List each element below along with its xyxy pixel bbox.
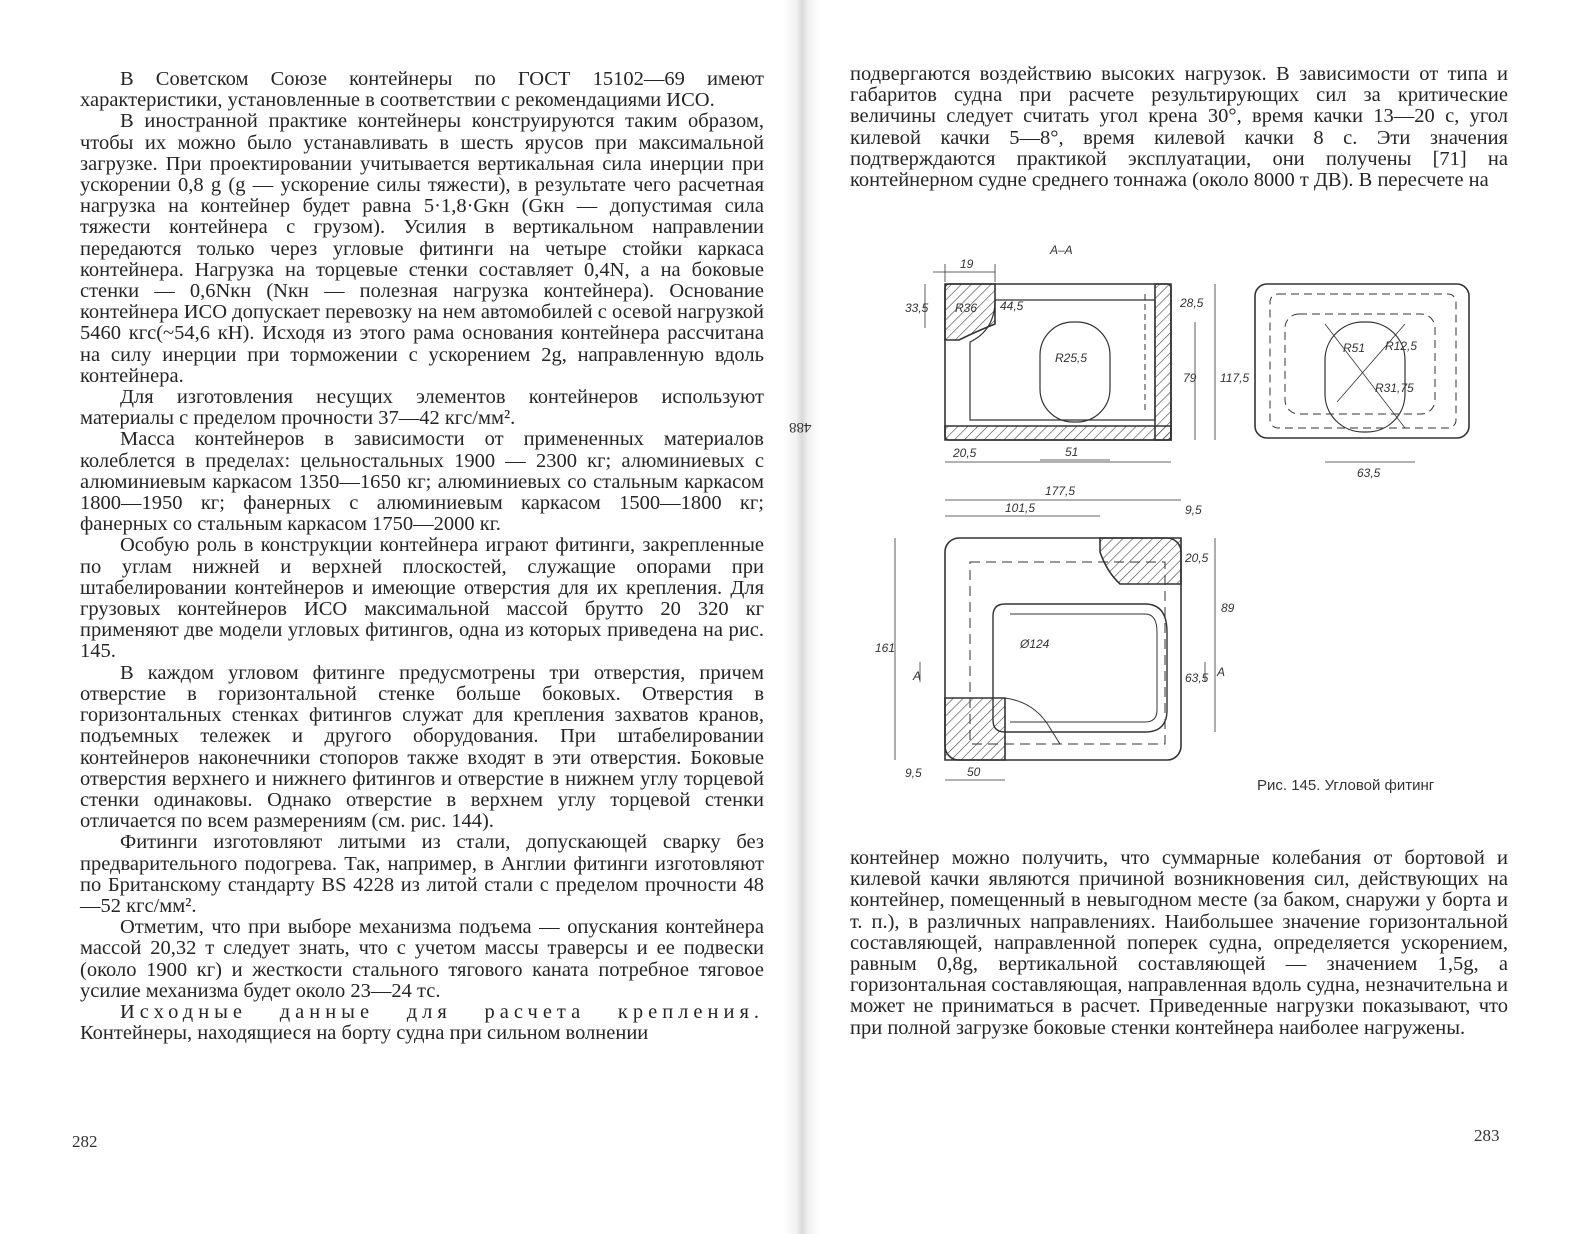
dim-label: 50 xyxy=(967,765,981,779)
paragraph: Масса контейнеров в зависимости от примененных материалов колеблется в пределах: цельностальных 1900 — 2300 кг; алюминиевых с алюминиевым каркасом 1350—1650 кг; алюминиевых со стальным каркасом 1800—1950 кг; фанерных с алюминиевым каркасом 1500—1800 кг; фанерных со стальным каркасом 1750—2000 кг. xyxy=(80,428,764,536)
paragraph: Отметим, что при выборе механизма подъема — опускания контейнера массой 20,32 т следует знать, что с учетом массы траверсы и ее подвески (около 1900 кг) и жесткости стального тягового каната потребное тяговое усилие механизма будет около 23—24 тс. xyxy=(80,916,764,1002)
paragraph: Для изготовления несущих элементов контейнеров используют материалы с пределом прочности 37—42 кгс/мм². xyxy=(80,386,764,430)
paragraph: контейнер можно получить, что суммарные колебания от бортовой и килевой качки являются причиной возникновения сил, действующих на контейнер, помещенный в невыгодном месте (за баком, снаружи у борта и т. п.), в различных направлениях. Наибольшее значение горизонтальной составляющей, направленной поперек судна, определяется ускорением, равным 0,8g, вертикальной составляющей — значением 1,5g, а горизонтальная составляющая, направленная вдоль судна, незначительна и может не приниматься в расчет. Приведенные нагрузки показывают, что при полной загрузке боковые стенки контейнера наиболее нагружены. xyxy=(850,847,1508,1039)
paragraph-last xyxy=(80,1002,764,1044)
right-page-bottom-text xyxy=(850,848,1508,1039)
paragraph: Фитинги изготовляют литыми из стали, допускающей сварку без предварительного подогрева. Так, например, в Англии фитинги изготовляют по Британскому стандарту BS 4228 из литой стали с пределом прочности 48—52 кгс/мм². xyxy=(80,831,764,917)
dim-label: Ø124 xyxy=(1020,637,1050,651)
paragraph: подвергаются воздействию высоких нагрузок. В зависимости от типа и габаритов судна при расчете результирующих сил за критические величины следует считать угол крена 30°, время качки 13—20 с, угол килевой качки 5—8°, время килевой качки 8 с. Эти значения подтверждаются практикой эксплуатации, они получены [71] на контейнерном судне среднего тоннажа (около 8000 т ДВ). В пересчете на xyxy=(850,63,1508,192)
dim-label: A xyxy=(1217,665,1226,679)
dim-label: R12,5 xyxy=(1385,339,1418,353)
figure-145 xyxy=(845,232,1510,812)
left-page xyxy=(70,0,770,1234)
dim-label: 177,5 xyxy=(1045,484,1076,498)
paragraph-continuation: Контейнеры, находящиеся на борту судна при сильном волнении xyxy=(80,1022,649,1045)
corner-fitting-drawing xyxy=(845,232,1510,812)
figure-caption: Рис. 145. Угловой фитинг xyxy=(1257,777,1435,794)
dim-label: 117,5 xyxy=(1220,371,1250,385)
dim-label: A xyxy=(913,669,922,683)
dim-label: 9,5 xyxy=(905,766,922,780)
plan-view xyxy=(945,538,1181,760)
section-label: А–А xyxy=(1050,243,1073,257)
gutter-mark: 488 xyxy=(789,419,812,435)
dim-label: 33,5 xyxy=(905,301,929,315)
paragraph: Особую роль в конструкции контейнера играют фитинги, закрепленные по углам нижней и верхней плоскостей, служащие опорами при штабелировании контейнеров и имеющие отверстия для их крепления. Для грузовых контейнеров ИСО максимальной массой брутто 20 320 кг применяют две модели угловых фитингов, одна из которых приведена на рис. 145. xyxy=(80,534,764,663)
dim-label: R51 xyxy=(1343,341,1366,355)
dim-label: 20,5 xyxy=(1185,551,1209,565)
dim-label: R31,75 xyxy=(1375,381,1414,395)
dim-label: 51 xyxy=(1065,445,1079,459)
left-page-text xyxy=(80,69,764,1044)
right-page-top-text xyxy=(850,64,1508,191)
paragraph: В иностранной практике контейнеры конструируются таким образом, чтобы их можно было устанавливать в шесть ярусов при максимальной загрузке. При проектировании учитывается вертикальная сила инерции при ускорении 0,8 g (g — ускорение силы тяжести), в результате чего расчетная нагрузка на контейнер будет равна 5·1,8·Gкн (Gкн — допустимая сила тяжести контейнера с грузом). Усилия в вертикальном направлении передаются только через угловые фитинги на четыре стойки каркаса контейнера. Нагрузка на торцевые стенки составляет 0,4N, а на боковые стенки — 0,6Nкн (Nкн — полезная нагрузка контейнера). Основание контейнера ИСО допускает перевозку на нем автомобилей с осевой нагрузкой 5460 кгс(~54,6 кН). Исходя из этого рама основания контейнера рассчитана на силу инерции при торможении с ускорением 2g, направленную вдоль контейнера. xyxy=(80,110,764,387)
book-gutter xyxy=(784,0,820,1234)
dim-label: 9,5 xyxy=(1185,503,1202,517)
page-number: 282 xyxy=(72,1132,98,1151)
end-view xyxy=(1255,284,1469,438)
dim-label: 101,5 xyxy=(1005,501,1036,515)
dim-label: 44,5 xyxy=(1000,299,1024,313)
dim-label: R36 xyxy=(955,301,978,315)
dim-label: 63,5 xyxy=(1357,466,1381,480)
paragraph: В каждом угловом фитинге предусмотрены три отверстия, причем отверстие в горизонтальной стенке больше боковых. Отверстия в горизонтальных стенках фитингов служат для крепления захватов кранов, подъемных тележек и другого оборудования. При штабелировании контейнеров наконечники стопоров также входят в эти отверстия. Боковые отверстия верхнего и нижнего фитингов и отверстие в нижнем углу торцевой стенки одинаковы. Однако отверстие в верхнем углу торцевой стенки отличается по всем размерениям (см. рис. 144). xyxy=(80,661,764,833)
dim-label: 19 xyxy=(960,257,974,271)
dim-label: 161 xyxy=(875,641,896,655)
dim-label: R25,5 xyxy=(1055,351,1088,365)
paragraph: В Советском Союзе контейнеры по ГОСТ 15102—69 имеют характеристики, установленные в соответствии с рекомендациями ИСО. xyxy=(80,68,764,112)
right-page xyxy=(845,0,1510,1234)
dim-label: 63,5 xyxy=(1185,671,1209,685)
dim-label: 79 xyxy=(1183,371,1197,385)
dim-label: 20,5 xyxy=(953,446,977,460)
dim-label: 89 xyxy=(1221,601,1235,615)
dim-label: 28,5 xyxy=(1180,296,1204,310)
page-number: 283 xyxy=(1474,1126,1500,1145)
spaced-heading: Исходные данные для расчета крепления. xyxy=(120,1000,764,1023)
